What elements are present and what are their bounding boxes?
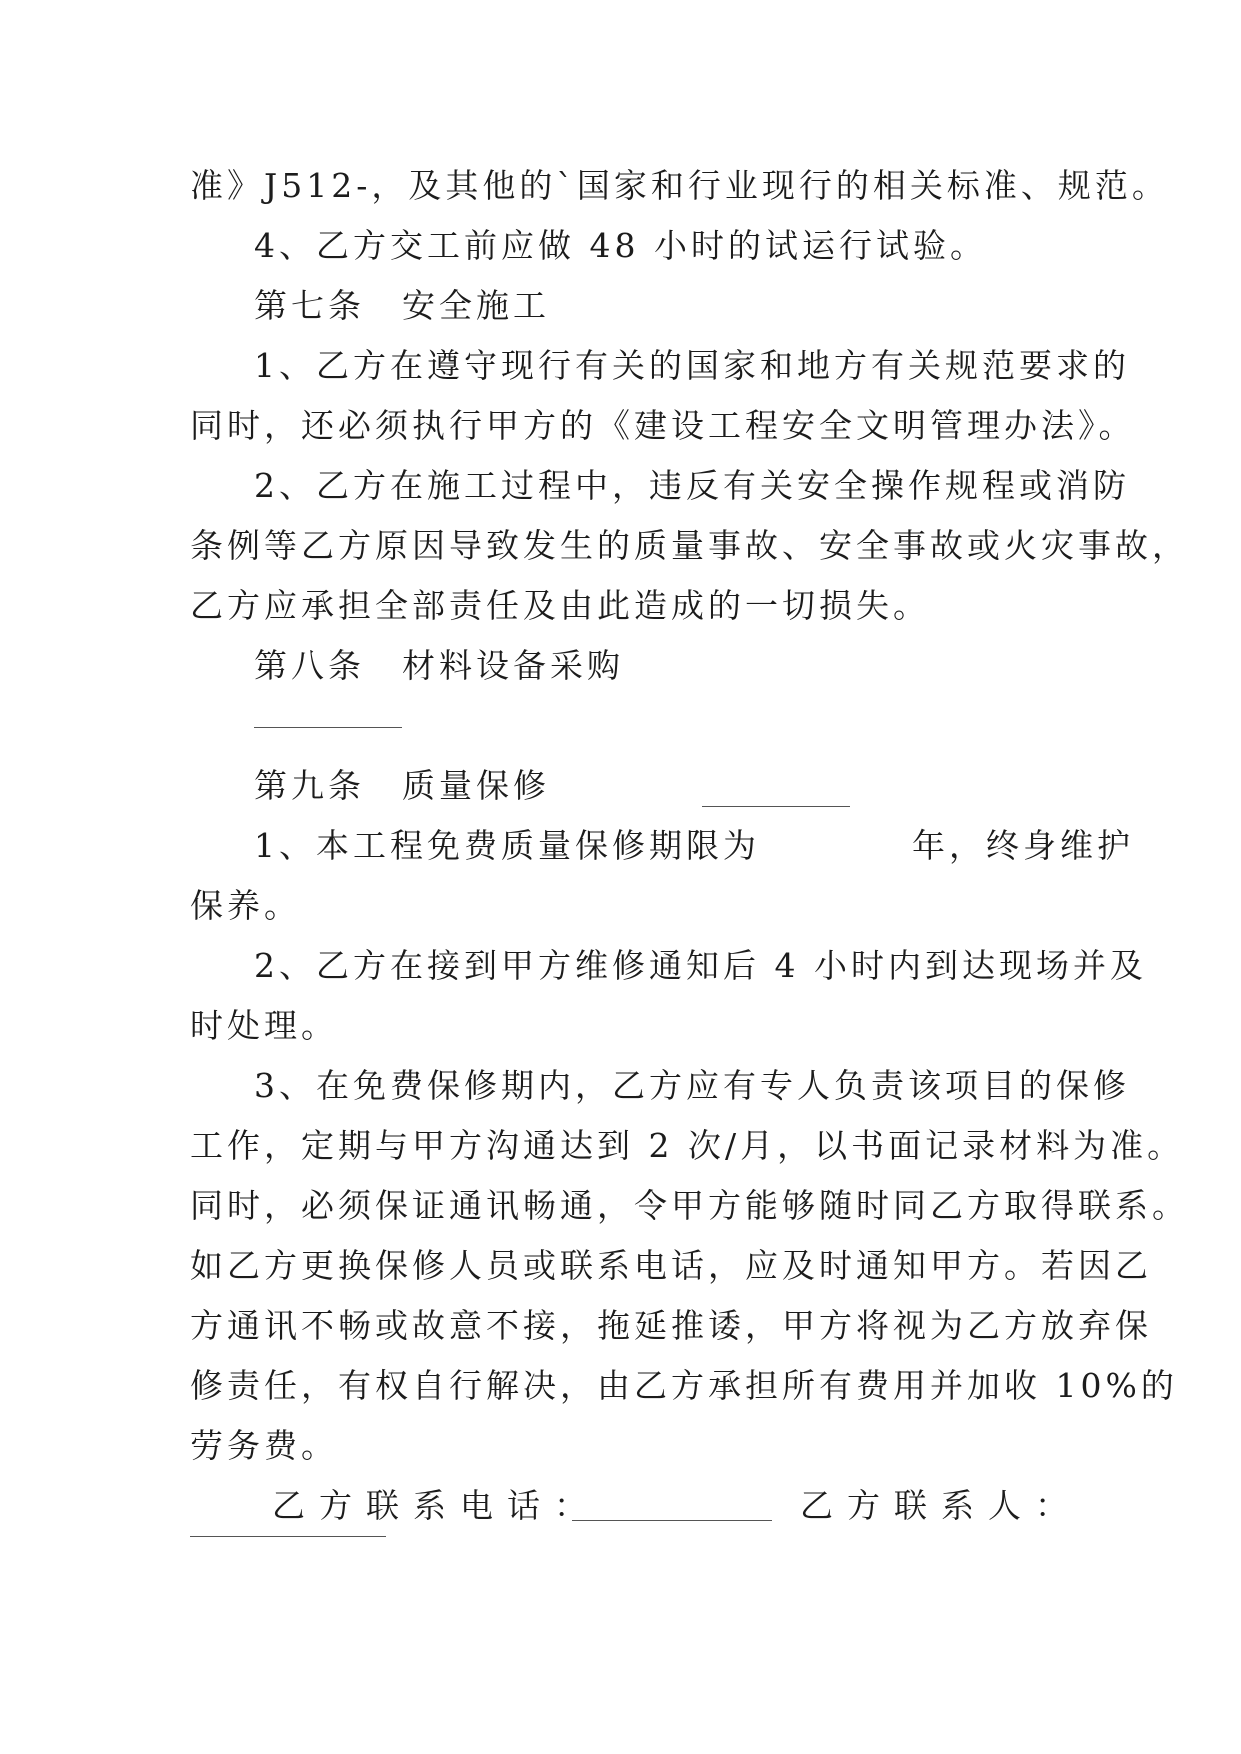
section-heading: 第七条 安全施工: [254, 286, 550, 325]
blank-fill-line: [702, 806, 850, 807]
text-line: 乙方应承担全部责任及由此造成的一切损失。: [190, 586, 930, 625]
blank-fill-line: [254, 727, 402, 728]
text-line: 工作，定期与甲方沟通达到 2 次/月，以书面记录材料为准。: [190, 1126, 1185, 1165]
section-heading: 第八条 材料设备采购: [254, 646, 624, 685]
text-line: 条例等乙方原因导致发生的质量事故、安全事故或火灾事故，: [190, 526, 1189, 565]
section-heading: 第九条 质量保修: [254, 766, 550, 805]
contact-person-label: 乙方联系人：: [800, 1486, 1082, 1525]
text-line: 2、乙方在施工过程中，违反有关安全操作规程或消防: [254, 466, 1130, 505]
warranty-suffix: 年，终身维护: [912, 826, 1134, 865]
contact-phone-blank: [572, 1520, 772, 1521]
contact-phone-label: 乙方联系电话：: [272, 1486, 601, 1525]
warranty-text: 1、本工程免费质量保修期限为: [254, 826, 760, 865]
text-line: 同时，必须保证通讯畅通，令甲方能够随时同乙方取得联系。: [190, 1186, 1189, 1225]
text-line: 4、乙方交工前应做 48 小时的试运行试验。: [254, 226, 987, 265]
text-line: 2、乙方在接到甲方维修通知后 4 小时内到达现场并及: [254, 946, 1147, 985]
text-line: 如乙方更换保修人员或联系电话，应及时通知甲方。若因乙: [190, 1246, 1152, 1285]
text-line: 3、在免费保修期内，乙方应有专人负责该项目的保修: [254, 1066, 1130, 1105]
text-line: [254, 826, 1134, 866]
text-line: 时处理。: [190, 1006, 338, 1045]
text-line: 劳务费。: [190, 1426, 338, 1465]
text-line: 保养。: [190, 886, 301, 925]
text-line: 1、乙方在遵守现行有关的国家和地方有关规范要求的: [254, 346, 1130, 385]
text-line: 方通讯不畅或故意不接，拖延推诿，甲方将视为乙方放弃保: [190, 1306, 1152, 1345]
contact-person-blank: [190, 1536, 386, 1537]
text-line: 同时，还必须执行甲方的《建设工程安全文明管理办法》。: [190, 406, 1136, 445]
text-line: 准》J512-，及其他的`国家和行业现行的相关标准、规范。: [190, 166, 1169, 205]
text-line: 修责任，有权自行解决，由乙方承担所有费用并加收 10%的: [190, 1366, 1178, 1405]
